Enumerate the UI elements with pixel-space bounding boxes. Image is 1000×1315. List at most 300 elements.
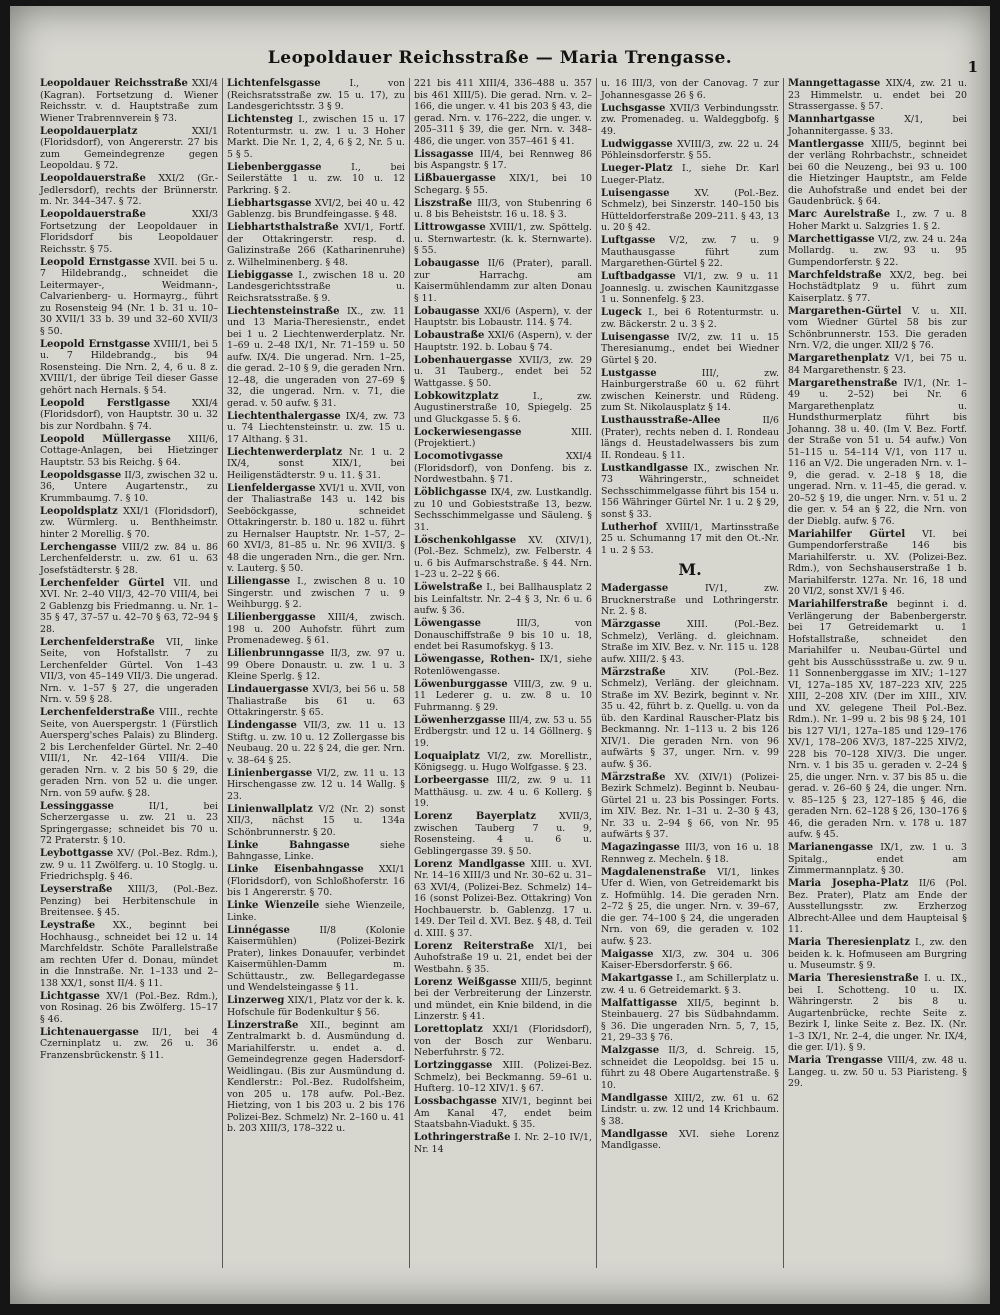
street-name: Marianengasse bbox=[788, 842, 874, 853]
street-name: Lerchengasse bbox=[40, 541, 117, 553]
entry-description: I. u. IX., bei I. Schotteng. 10 u. IX. Währingerstr. 2 bis 8 u. Augartenbrücke, rechte Seite z. Bezirk I, linke Seite z. Bez. IX. (Nr. 1–3 IX/1, Nr. 2–4, die unger. Nr. IX/4, die ger. I/1). § 9. bbox=[788, 973, 967, 1053]
column-4 bbox=[597, 78, 784, 1268]
entry-description: XI/3, zw. 304 u. 306 Kaiser-Ebersdorferstr. § 66. bbox=[601, 948, 779, 971]
directory-entry bbox=[227, 483, 405, 575]
street-name: Löwenherzgasse bbox=[414, 714, 506, 726]
directory-entry bbox=[227, 222, 405, 268]
entry-description: siehe Bahngasse, Linke. bbox=[227, 839, 405, 862]
entry-description: II/8 (Kolonie Kaisermühlen) (Polizei-Bezirk Prater), linkes Donauufer, verbindet Kaisermühlen-Damm m. Schüttaustr., zw. Bellegardegasse und Wendelsteingasse § 11. bbox=[227, 924, 406, 993]
street-name: Lutherhof bbox=[601, 521, 658, 533]
directory-entry bbox=[601, 235, 779, 270]
directory-entry bbox=[40, 920, 218, 989]
street-name: Liechtenthalergasse bbox=[227, 410, 341, 422]
directory-entry bbox=[414, 451, 592, 486]
entry-description: X/1, bei Johannitergasse. § 33. bbox=[788, 114, 967, 137]
entry-description: IV/1, zw. Brucknerstraße und Lothringerstr. Nr. 2. § 8. bbox=[601, 583, 780, 617]
street-name: Mandlgasse bbox=[601, 1128, 668, 1140]
entry-description: I., siehe Dr. Karl Lueger-Platz. bbox=[601, 163, 779, 186]
entry-description: XVII. bei 5 u. 7 Hildebrandg., schneidet die Leitermayer-, Weidmann-, Calvarienberg- u. Hormayrg., führt zu Rosensteig 94 (Nr. 1 b. 31 u. 10–30 XVII/1 33 b. 39 und 32–60 XVII/3 § 50. bbox=[40, 256, 218, 337]
entry-description: XVIII/3, zw. 22 u. 24 Pöhleinsdorferstr. § 55. bbox=[601, 138, 779, 161]
entry-description: XIII/6, Cottage-Anlagen, bei Hietzinger Hauptstr. 53 bis Reichg. § 64. bbox=[40, 433, 218, 468]
street-name: Lorenz Bayerplatz bbox=[414, 811, 536, 822]
entry-description: VII/3, zw. 11 u. 13 Stiftg. u. zw. 10 u. 12 Zollergasse bis Neubaug. 20 u. 22 § 24, die ger. Nrn. v. 38–64 § 25. bbox=[227, 720, 405, 766]
entry-description: I., bei Seilerstätte 1 u. zw. 10 u. 12 Parkring. § 2. bbox=[227, 161, 405, 196]
directory-entry bbox=[601, 368, 779, 414]
directory-entry bbox=[601, 1093, 779, 1128]
street-name: Mannhartgasse bbox=[788, 114, 875, 125]
entry-description: III/2, zw. 9 u. 11 Matthäusg. u. zw. 4 u. 6 Kollerg. § 19. bbox=[414, 775, 592, 809]
directory-entry bbox=[788, 937, 967, 972]
directory-entry bbox=[601, 973, 779, 996]
street-name: Leopold Ferstlgasse bbox=[40, 397, 171, 409]
street-name: Lobaugasse bbox=[414, 305, 480, 317]
street-name: Lobaugasse bbox=[414, 258, 480, 269]
street-name: Löschenkohlgasse bbox=[414, 534, 517, 546]
directory-entry bbox=[40, 637, 218, 706]
directory-entry bbox=[601, 1129, 779, 1152]
entry-description: XIII/4, zwisch. 198 u. 200 Auhofstr. führt zum Promenadeweg. § 61. bbox=[227, 612, 405, 646]
street-name: Löblichgasse bbox=[414, 487, 487, 498]
street-name: Marchettigasse bbox=[788, 233, 875, 245]
street-name: Leopold Müllergasse bbox=[40, 433, 171, 445]
street-name: Mandlgasse bbox=[601, 1092, 668, 1104]
directory-entry bbox=[788, 599, 967, 841]
entry-description: IX/4, zw. Lustkandlg. zu 10 und Gobieststraße 13, bezw. Sechsschimmelgasse und Säuleng. § 31. bbox=[414, 487, 592, 533]
street-name: Linienbergasse bbox=[227, 767, 313, 779]
entry-description: VI/2, zw. 11 u. 13 Hirschengasse zw. 12 u. 14 Wallg. § 23. bbox=[227, 767, 405, 802]
entry-description: XVII/3, zw. 29 u. 31 Tauberg., endet bei 52 Wattgasse. § 50. bbox=[414, 354, 592, 389]
directory-entry bbox=[414, 1024, 592, 1059]
directory-entry bbox=[40, 173, 218, 208]
entry-description: XIV. (Pol.-Bez. Schmelz), Verläng. der gleichnam. Straße im XV. Bezirk, beginnt v. Nr. 35 u. 42, führt b. z. Quellg. u. von da üb. den Kardinal Rauscher-Platz bis Beckmanng. Nr. 1–113 u. 2 bis 126 XIV/1. Die geraden Nrn. von 96 aufwärts § 37, unger. Nrn. v. 99 aufw. § 36. bbox=[601, 666, 780, 770]
street-name: Lorenz Reiterstraße bbox=[414, 940, 534, 952]
street-name: Liechtensteinstraße bbox=[227, 305, 340, 317]
entry-description: I., zw. den beiden k. k. Hofmuseen am Burgring u. Museumstr. § 9. bbox=[788, 937, 968, 971]
directory-entry bbox=[414, 1132, 592, 1155]
entry-description: XIX/1, bei 10 Schegarg. § 55. bbox=[414, 173, 593, 196]
entry-description: XIV/1, beginnt bei Am Kanal 47, endet beim Staatsbahn-Viadukt. § 35. bbox=[414, 1096, 593, 1130]
street-name: Löwengasse, Rothen- bbox=[414, 654, 535, 665]
entry-description: XI/1, bei Auhofstraße 19 u. 21, endet bei der Westbahn. § 35. bbox=[414, 940, 592, 975]
directory-entry bbox=[40, 707, 218, 799]
entry-description: VI/2, zw. 24 u. 24a Mollardg. u. zw. 93 u. 95 Gumpendorferstr. § 22. bbox=[788, 233, 967, 268]
directory-entry bbox=[788, 353, 967, 376]
entry-description: 221 bis 411 XIII/4, 336–488 u. 357 bis 461 XIII/5). Die gerad. Nrn. v. 2–166, die unger. v. 41 bis 203 § 43, die gerad. Nrn. v. 176–222, die unger. v. 205–311 § 39, die ger. Nrn. v. 348–486, die unger. von 357–461 § 41. bbox=[414, 78, 592, 147]
entry-description: XV/1 (Pol.-Bez. Rdm.), von Rosinag. 26 bis Zwölferg. 15–17 § 46. bbox=[40, 990, 219, 1025]
street-name: Liliengasse bbox=[227, 576, 291, 587]
entry-description: V/1, bei 75 u. 84 Margarethenstr. § 23. bbox=[788, 353, 967, 376]
directory-entry bbox=[788, 78, 967, 113]
street-name: Lichtenauergasse bbox=[40, 1026, 139, 1038]
directory-entry bbox=[601, 772, 779, 841]
directory-entry bbox=[40, 434, 218, 469]
street-name: Linke Bahngasse bbox=[227, 839, 350, 851]
street-name: Luftbadgasse bbox=[601, 271, 676, 282]
entry-description: XVI. siehe Lorenz Mandlgasse. bbox=[601, 1128, 779, 1151]
street-name: Lobenhauergasse bbox=[414, 354, 513, 366]
street-name: Lothringerstraße bbox=[414, 1132, 511, 1143]
entry-description: V. u. XII. vom Wiedner Gürtel 58 bis zur Schönbrunnerstr. 153. Die geraden Nrn. V/2, die unger. XII/2 § 76. bbox=[788, 305, 967, 351]
directory-entry bbox=[227, 306, 405, 410]
entry-description: IX., zwischen Nr. 73 Währingerstr., schneidet Sechsschimmelgasse führt bis 154 u. 156 Währinger Gürtel Nr. 1 u. 2 § 29, sonst § 33. bbox=[601, 462, 779, 520]
entry-description: I., zw. 7 u. 8 Hoher Markt u. Salzgries 1. § 2. bbox=[788, 209, 967, 232]
directory-entry bbox=[414, 149, 592, 172]
street-name: Margarethen-Gürtel bbox=[788, 305, 902, 317]
entry-description: XV. (XIV/1), (Pol.-Bez. Schmelz), zw. Felberstr. 4 u. 6 bis Aufmarschstraße. § 44. Nrn. 1–23 u. 2–22 § 66. bbox=[414, 534, 592, 580]
street-name: Littrowgasse bbox=[414, 222, 486, 233]
street-name: Lustgasse bbox=[601, 367, 657, 379]
directory-entry bbox=[40, 884, 218, 919]
directory-entry bbox=[601, 271, 779, 306]
entry-description: XVII/3, zwischen Tauberg 7 u. 9, Rosensteing. 4 u. 6 u. Geblingergasse 39. § 50. bbox=[414, 811, 592, 857]
directory-entry bbox=[414, 222, 592, 257]
directory-entry bbox=[601, 188, 779, 234]
entry-description: VI/1, linkes Ufer d. Wien, von Getreidemarkt bis z. Hofmühlg. 14. Die geraden Nrn. 2–72 § 25, die unger. Nrn. v. 39–67, die ger. 74–100 § 24, die ungeraden Nrn. von 69, die geraden v. 102 aufw. § 23. bbox=[601, 866, 779, 947]
street-name: Lindengasse bbox=[227, 720, 297, 731]
entry-description: XXI/1 (Floridsdorf), von Angererstr. 27 bis zum Gemeindegrenze gegen Leopoldau. § 72. bbox=[40, 125, 218, 171]
directory-entry bbox=[601, 949, 779, 972]
street-name: Leopoldauerplatz bbox=[40, 125, 138, 137]
directory-entry bbox=[40, 339, 218, 397]
directory-entry bbox=[601, 842, 779, 865]
street-name: Löwengasse bbox=[414, 618, 482, 629]
directory-entry bbox=[227, 900, 405, 923]
entry-description: u. 16 III/3, von der Canovag. 7 zur Johannesgasse 26 § 6. bbox=[601, 78, 779, 101]
street-name: Liebhartsthalstraße bbox=[227, 222, 339, 233]
directory-entry bbox=[414, 330, 592, 353]
entry-description: I., am Schillerplatz u. zw. 4 u. 6 Getreidemarkt. § 3. bbox=[601, 973, 779, 996]
street-name: Loquaiplatz bbox=[414, 750, 480, 762]
entry-description: XXI/1 (Floridsdorf), zw. Würmlerg. u. Benthheimstr. hinter 2 Morellig. § 70. bbox=[40, 505, 218, 540]
entry-description: IV/2, zw. 11 u. 15 Theresianumg., endet bei Wiedner Gürtel § 20. bbox=[601, 331, 779, 366]
directory-entry bbox=[40, 126, 218, 172]
entry-description: I., zw. Augustinerstraße 10, Spiegelg. 25 und Gluckgasse 5. § 6. bbox=[414, 390, 592, 425]
entry-description: IX/1, siehe Rotenlöwengasse. bbox=[414, 654, 592, 677]
directory-entry bbox=[414, 582, 592, 617]
directory-entry bbox=[227, 162, 405, 197]
directory-entry bbox=[601, 332, 779, 367]
street-name: Lobaustraße bbox=[414, 330, 485, 341]
directory-entry bbox=[40, 506, 218, 541]
street-name: Linienwallplatz bbox=[227, 803, 313, 815]
street-name: Maigasse bbox=[601, 948, 654, 960]
entry-description: IX., zw. 11 und 13 Maria-Theresienstr., endet bei 1 u. 2 Liechtenwerderplatz. Nr. 1–69 u. 2–48 IX/1, Nr. 71–159 u. 50 aufw. IX/4. Die ungerad. Nrn. 1–25, die gerad. 2–10 § 9, die geraden Nrn. 12–48, die ungeraden von 27–69 § 32, die ungerad. Nrn. v. 71, die gerad. v. 50 aufw. § 31. bbox=[227, 305, 405, 409]
directory-entry bbox=[414, 811, 592, 857]
entry-description: III/, zw. Hainburgerstraße 60 u. 62 führt zwischen Keinerstr. und Rüdeng. zum St. Nikolausplatz § 14. bbox=[601, 367, 780, 413]
directory-entry bbox=[414, 977, 592, 1023]
directory-entry bbox=[414, 173, 592, 196]
entry-description: XIII. (Polizei-Bez. Schmelz), bei Beckmanng. 59–61 u. Hufterg. 10–12 XIV/1. § 67. bbox=[414, 1060, 592, 1094]
entry-description: Nr. 1 u. 2 IX/4, sonst XIX/1, bei Heiligenstädterstr. 9 u. 11. § 31. bbox=[227, 446, 405, 481]
street-name: Lißbauergasse bbox=[414, 173, 496, 184]
entry-description: II/3, zwischen 32 u. 36, Untere Augartenstr., zu Krummbaumg. 7. § 10. bbox=[40, 469, 219, 504]
street-name: Liszstraße bbox=[414, 197, 473, 209]
directory-entry bbox=[414, 715, 592, 750]
street-name: Leopoldauer Reichsstraße bbox=[40, 78, 188, 89]
street-name: Magdalenenstraße bbox=[601, 866, 707, 878]
entry-description: XVI/1, Fortf. der Ottakringerstr. resp. d. Galizinstraße 266 (Katharinenruhe) z. Wilhelminenberg. § 48. bbox=[227, 222, 406, 268]
section-letter: M. bbox=[678, 560, 702, 579]
directory-entry bbox=[227, 198, 405, 221]
directory-entry bbox=[227, 78, 405, 113]
directory-entry bbox=[40, 848, 218, 883]
street-name: Marchfeldstraße bbox=[788, 269, 882, 281]
directory-entry bbox=[788, 270, 967, 305]
street-name: Leopold Ernstgasse bbox=[40, 256, 151, 268]
street-name: Liebhartsgasse bbox=[227, 197, 312, 209]
directory-entry bbox=[601, 163, 779, 186]
directory-entry bbox=[40, 257, 218, 338]
entry-description: III/3, von Stubenring 6 u. 8 bis Beheiststr. 16 u. 18. § 3. bbox=[414, 197, 593, 220]
entry-description: XVI/1 u. XVII, von der Thaliastraße 143 u. 142 bis Seeböckgasse, schneidet Ottakringerstr. b. 180 u. 182 u. führt zu Hernalser Hauptstr. Nr. 1–57, 2–60 XVI/3, 81–85 u. Nr. 96 XVII/3. § 48 die ungeraden Nrn., die ger. Nrn. v. Lauterg. § 50. bbox=[227, 482, 405, 574]
entry-description: XXI/3 Fortsetzung der Leopoldauer in Floridsdorf bis Leopoldauer Reichsstr. § 75. bbox=[40, 209, 218, 255]
directory-entry bbox=[40, 470, 218, 505]
street-name: Margarethenstraße bbox=[788, 377, 898, 389]
street-name: Leopoldsgasse bbox=[40, 469, 122, 481]
street-name: Lerchenfelderstraße bbox=[40, 636, 155, 648]
entry-description: XXI/6 (Aspern), v. der Hauptstr. bis Lobaustr. 114. § 74. bbox=[414, 305, 592, 328]
entry-description: VII, linke Seite, von Hofstallstr. 7 zu Lerchenfelder Gürtel. Von 1–43 VII/3, von 45–149 VII/3. Die ungerad. Nrn. v. 1–57 § 27, die ungeraden Nrn. v. 59 § 28. bbox=[40, 636, 218, 705]
directory-entry bbox=[414, 487, 592, 533]
street-name: Ludwiggasse bbox=[601, 138, 673, 150]
directory-entry bbox=[788, 842, 967, 877]
street-name: Makartgasse bbox=[601, 973, 673, 984]
directory-entry bbox=[414, 654, 592, 677]
street-name: Märzstraße bbox=[601, 666, 666, 678]
directory-entry bbox=[40, 398, 218, 433]
street-name: Leybottgasse bbox=[40, 848, 114, 859]
entry-description: VII. und XVI. Nr. 2–40 VII/3, 42–70 VIII/4, bei 2 Gablenzg bis Friedmanng. u. Nr. 1–35 § 47, 37–57 u. 42–70 § 63, 72–94 § 28. bbox=[40, 577, 218, 635]
street-name: Linke Eisenbahngasse bbox=[227, 864, 364, 875]
entry-description: XIII/2, zw. 61 u. 62 Lindstr. u. zw. 12 und 14 Krichbaum. § 38. bbox=[601, 1092, 780, 1127]
entry-description: I., zwischen 8 u. 10 Singerstr. und zwischen 7 u. 9 Weihburgg. § 2. bbox=[227, 576, 405, 610]
directory-entry bbox=[227, 684, 405, 719]
entry-description: XV/ (Pol.-Bez. Rdm.), zw. 9 u. 11 Zwölferg. u. 10 Stoglg. u. Friedrichsplg. § 46. bbox=[40, 848, 218, 882]
street-name: Luchsgasse bbox=[601, 102, 666, 114]
street-name: Leopoldsplatz bbox=[40, 505, 118, 517]
street-name: Malfattigasse bbox=[601, 997, 678, 1009]
entry-description: V/2, zw. 7 u. 9 Mauthausgasse führt zum Margarethen-Gürtel § 22. bbox=[601, 235, 779, 269]
street-name: Linzerstraße bbox=[227, 1019, 299, 1031]
entry-description: I., zwischen 15 u. 17 Rotenturmstr. u. zw. 1 u. 3 Hoher Markt. Die Nr. 1, 2, 4, 6 § 2, Nr. 5 u. 5 § 5. bbox=[227, 114, 405, 160]
directory-entry bbox=[601, 583, 779, 618]
street-name: Marc Aurelstraße bbox=[788, 209, 891, 220]
street-name: Lortzinggasse bbox=[414, 1060, 493, 1071]
street-name: Leyserstraße bbox=[40, 884, 113, 895]
directory-entry bbox=[40, 991, 218, 1026]
directory-entry bbox=[227, 995, 405, 1018]
directory-entry bbox=[227, 576, 405, 611]
directory-entry bbox=[414, 1060, 592, 1095]
directory-entry bbox=[227, 840, 405, 863]
directory-entry bbox=[414, 535, 592, 581]
entry-description: I., von (Reichsratsstraße zw. 15 u. 17), zu Landesgerichtsstr. 3 § 9. bbox=[227, 78, 405, 112]
directory-entry bbox=[601, 1045, 779, 1091]
entry-description: II/3, d. Schreig. 15, schneidet die Leopoldsg. bei 15 u. führt zu 48 Obere Augartenstraße. § 10. bbox=[601, 1045, 779, 1091]
entry-description: I., bei 6 Rotenturmstr. u. zw. Bäckerstr. 2 u. 3 § 2. bbox=[601, 307, 779, 330]
street-name: Maria Theresienstraße bbox=[788, 973, 919, 984]
entry-description: VIII/3, zw. 9 u. 11 Lederer g. u. zw. 8 u. 10 Fuhrmanng. § 29. bbox=[414, 678, 592, 713]
column-1 bbox=[36, 78, 223, 1268]
entry-description: XXI/4 (Floridsdorf), von Hauptstr. 30 u. 32 bis zur Nordbahn. § 74. bbox=[40, 397, 218, 432]
directory-entry bbox=[414, 198, 592, 221]
entry-description: XXI/4 (Kagran). Fortsetzung d. Wiener Reichsstr. v. d. Hauptstraße zum Wiener Trabrennverein § 73. bbox=[40, 78, 218, 124]
directory-entry bbox=[40, 801, 218, 847]
directory-entry bbox=[227, 864, 405, 899]
directory-entry bbox=[40, 209, 218, 255]
entry-description: II/1, bei 4 Czerninplatz u. zw. 26 u. 36 Franzensbrückenstr. § 11. bbox=[40, 1026, 219, 1061]
entry-description: VI/1, zw. 9 u. 11 Joanneslg. u. zwischen Kaunitzgasse 1 u. Sonnenfelg. § 23. bbox=[601, 271, 779, 305]
directory-entry bbox=[601, 619, 779, 665]
entry-description: II/3, zw. 97 u. 99 Obere Donaustr. u. zw. 1 u. 3 Kleine Sperlg. § 12. bbox=[227, 648, 405, 682]
street-name: Märzstraße bbox=[601, 771, 666, 783]
entry-description: XXI/1 (Floridsdorf), von Schloßhoferstr. 16 bis 1 Angererstr. § 70. bbox=[227, 864, 405, 898]
entry-description: XVI/3, bei 56 u. 58 Thaliastraße bis 61 u. 63 Ottakringerstr. § 65. bbox=[227, 684, 405, 718]
street-name: Madergasse bbox=[601, 583, 669, 594]
entry-description: II/6 (Prater), parall. zur Harrachg. am Kaisermühlendamm zur alten Donau § 11. bbox=[414, 258, 592, 304]
directory-entry bbox=[40, 542, 218, 577]
directory-entry bbox=[414, 775, 592, 810]
street-name: Lueger-Platz bbox=[601, 163, 673, 174]
entry-description: III/3, von 16 u. 18 Rennweg z. Mecheln. § 18. bbox=[601, 842, 779, 865]
directory-entry bbox=[40, 1027, 218, 1062]
directory-entry bbox=[227, 411, 405, 446]
column-5 bbox=[784, 78, 971, 1268]
entry-description: XII., beginnt am Zentralmarkt b. d. Ausmündung d. Mariahilferstr. u. endet a. d. Gemeindegrenze gegen Hadersdorf-Weidlingau. (Bis zur Ausmündung d. Kendlerstr.: Pol.-Bez. Rudolfsheim, von 205 u. 178 aufw. Pol.-Bez. Hietzing, von 1 bis 203 u. 2 bis 176 Polizei-Bez. Schmelz) Nr. 2–160 u. 41 b. 203 XIII/3, 178–322 u. bbox=[227, 1019, 405, 1134]
entry-description: III/4, bei Rennweg 86 bis Aspangstr. § 17. bbox=[414, 148, 592, 171]
directory-entry bbox=[788, 378, 967, 528]
directory-entry bbox=[788, 306, 967, 352]
street-name: Maria Josepha-Platz bbox=[788, 878, 909, 889]
entry-description: XX., beginnt bei Hochhausg., schneidet bei 12 u. 14 Marchfeldstr. Schöte Parallelstraße am rechten Ufer d. Donau, mündet in die Innstraße. Nr. 1–133 und 2–138 XX/1, sonst II/4. § 11. bbox=[40, 920, 218, 989]
street-name: Leopoldauerstraße bbox=[40, 209, 146, 220]
directory-entry bbox=[414, 258, 592, 304]
directory-entry bbox=[40, 78, 218, 124]
directory-entry bbox=[40, 578, 218, 636]
entry-description: siehe Wienzeile, Linke. bbox=[227, 900, 405, 923]
directory-entry bbox=[788, 234, 967, 269]
street-name: Locomotivgasse bbox=[414, 451, 504, 462]
street-name: Lindauergasse bbox=[227, 684, 309, 695]
street-name: Lilienbrunngasse bbox=[227, 648, 325, 659]
street-name: Lissagasse bbox=[414, 148, 474, 160]
directory-entry bbox=[414, 391, 592, 426]
street-name: Lichtgasse bbox=[40, 990, 100, 1002]
entry-description: XXI/2 (Gr.-Jedlersdorf), rechts der Brünnerstr. m. Nr. 344–347. § 72. bbox=[40, 173, 218, 207]
street-name: Löwenburggasse bbox=[414, 678, 508, 690]
street-name: Lorettoplatz bbox=[414, 1024, 483, 1035]
street-name: Lobkowitzplatz bbox=[414, 390, 499, 402]
directory-entry bbox=[227, 720, 405, 766]
directory-entry bbox=[414, 751, 592, 774]
entry-description: XVIII/1, Martinsstraße 25 u. Schumanng 17 mit den Ot.-Nr. 1 u. 2 § 53. bbox=[601, 521, 779, 556]
entry-description: XVIII/1, zw. Spöttelg. u. Sternwartestr. (k. k. Sternwarte). § 55. bbox=[414, 222, 592, 256]
entry-description: III/4, zw. 53 u. 55 Erdbergstr. und 12 u. 14 Göllnerg. § 19. bbox=[414, 714, 592, 749]
street-name: Lichtensteg bbox=[227, 114, 294, 125]
street-name: Mariahilferstraße bbox=[788, 599, 888, 610]
page-number: 1 bbox=[967, 58, 978, 76]
entry-description: VI. bei Gumpendorferstraße 146 bis Mariahilferstr. u. XV. (Polizei-Bez. Rdm.), von Sechshauserstraße 1 b. Mariahilferstr. 127a. Nr. 16, 18 und 20 VI/2, sonst XV/1 § 46. bbox=[788, 528, 968, 597]
street-name: Löwelstraße bbox=[414, 582, 483, 593]
entry-description: beginnt i. d. Verlängerung der Babenbergerstr. bei 17 Getreidemarkt u. 1 Hofstallstraße, schneidet den Mariahilfer u. Neubau-Gürtel und geht bis Ausschüssstraße u. zw. 9 u. 11 Sonnenberggasse im XIV.; 1–127 VI, 127a–185 XV, 187–223 XIV, 225 XIII, 2–208 XIV. (Der im XIII., XIV. und XV. gelegene Theil Pol.-Bez. Rdm.). Nr. 1–99 u. 2 bis 98 § 24, 101 bis 127 VI/1, 127a–185 und 129–176 XV/1, 178–206 XV/3, 187–225 XIV/2, 228 bis 70–128 XIV/3. Die unger. Nrn. v. 1 bis 35 u. geraden v. 2–24 § 25, die unger. Nrn. v. 37 bis 85 u. die gerad. v. 26–60 § 24, die unger. Nrn. v. 85–125 § 23, 127–185 § 46, die geraden Nrn. 62–128 § 26, 130–176 § 46, die geraden Nrn. v. 178 u. 187 aufw. § 45. bbox=[788, 599, 967, 840]
entry-description: I., zwischen 18 u. 20 Landesgerichtsstraße u. Reichsratsstraße. § 9. bbox=[227, 269, 406, 304]
entry-description: II/6 (Pol. Bez. Prater), Platz am Ende der Ausstellungsstr. zw. Erzherzog Albrecht-Allee und dem Haupteisal § 11. bbox=[788, 878, 968, 935]
directory-entry bbox=[414, 355, 592, 390]
street-name: Lusthausstraße-Allee bbox=[601, 415, 721, 426]
entry-description: I., bei Ballhausplatz 2 bis Leinfaltstr. Nr. 2–4 § 3, Nr. 6 u. 6 aufw. § 36. bbox=[414, 582, 592, 616]
street-name: Liechtenwerderplatz bbox=[227, 446, 343, 458]
street-name: Lessinggasse bbox=[40, 800, 114, 812]
street-name: Lossbachgasse bbox=[414, 1096, 497, 1107]
directory-page bbox=[10, 6, 990, 1304]
street-name: Lorenz Weißgasse bbox=[414, 976, 517, 988]
entry-description: IV/1, (Nr. 1–49 u. 2–52) bei Nr. 6 Margarethenplatz u. Hundsthurmerplatz führt bis Johanng. 38 u. 40. (Im V. Bez. Fortf. der Straße von 51 u. 54 aufw.) Von 51–115 u. 54–114 V/1, von 117 u. 116 an V/2. Die ungeraden Nrn. v. 1–9, die gerad. v. 2–18 § 18, die ungerad. Nrn. v. 11–45, die gerad. v. 20–52 § 19, die unger. Nrn. v. 51 u. 2 die ger. v. 54 an § 22, die Nrn. von der Dieblg. aufw. § 76. bbox=[788, 377, 968, 527]
entry-description: XXI/6 (Aspern), v. der Hauptstr. 192. b. Lobau § 74. bbox=[414, 330, 592, 353]
entry-description: XIII/5, beginnt bei der verläng Rohrbachstr., schneidet bei 60 die Neuzeng., bei 93 u. 100 die Hietzinger Hauptstr., am Felde die Auhofstraße und endet bei der Gaudenbrück. § 64. bbox=[788, 138, 967, 207]
directory-entry bbox=[227, 925, 405, 994]
entry-description: VIII/4, zw. 48 u. Langeg. u. zw. 50 u. 53 Piaristeng. § 29. bbox=[788, 1055, 967, 1089]
column-3 bbox=[410, 78, 597, 1268]
directory-entry bbox=[601, 307, 779, 330]
directory-entry bbox=[788, 139, 967, 208]
street-name: Luftgasse bbox=[601, 235, 656, 246]
entry-description: VI/2, zw. Morellistr., Königsegg. u. Hugo Wolfgasse. § 23. bbox=[414, 750, 593, 773]
street-name: Leopoldauerstraße bbox=[40, 173, 146, 184]
street-name: Linnégasse bbox=[227, 924, 290, 936]
entry-description: XIII. (Projektiert.) bbox=[414, 426, 592, 449]
street-name: Lilienberggasse bbox=[227, 612, 316, 623]
directory-entry bbox=[414, 941, 592, 976]
street-name: Magazingasse bbox=[601, 842, 680, 853]
entry-description: VIII., rechte Seite, von Auerspergstr. 1 (Fürstlich Auersperg'sches Palais) zu Blinderg. 2 bis Lerchenfelder Gürtel. Nr. 2–40 VIII/1, Nr. 42–164 VIII/4. Die geraden Nrn. v. 2 bis 50 § 29, die geraden Nrn. von 52 u. die unger. Nrn. von 59 aufw. § 28. bbox=[40, 707, 218, 799]
street-name: Linzerweg bbox=[227, 995, 285, 1006]
entry-description: XVII/3 Verbindungsstr. zw. Promenadeg. u. Waldeggbofg. § 49. bbox=[601, 102, 780, 137]
entry-description: XIII. (Pol.-Bez. Schmelz), Verläng. d. gleichnam. Straße im XIV. Bez. v. Nr. 115 u. 128 aufw. XIII/2. § 43. bbox=[601, 619, 779, 665]
directory-entry bbox=[227, 612, 405, 647]
street-name: Manngettagasse bbox=[788, 78, 881, 89]
street-name: Luisengasse bbox=[601, 331, 670, 343]
directory-entry bbox=[227, 768, 405, 803]
street-name: Mantlergasse bbox=[788, 138, 864, 150]
entry-description: XVI/2, bei 40 u. 42 Gablenzg. bis Brundfeingasse. § 48. bbox=[227, 197, 405, 220]
street-name: Margarethenplatz bbox=[788, 353, 890, 364]
directory-entry bbox=[227, 447, 405, 482]
column-2 bbox=[223, 78, 410, 1268]
entry-description: VIII/2 zw. 84 u. 86 Lerchenfelderstr. u. zw. 61 u. 63 Josefstädterstr. § 28. bbox=[40, 541, 218, 576]
directory-entry bbox=[227, 804, 405, 839]
street-name: Lorenz Mandlgasse bbox=[414, 858, 526, 870]
directory-entry bbox=[788, 209, 967, 232]
directory-entry bbox=[227, 270, 405, 305]
street-name: Leopold Ernstgasse bbox=[40, 338, 151, 350]
street-name: Leystraße bbox=[40, 920, 96, 931]
columns-container bbox=[36, 78, 971, 1268]
directory-entry bbox=[601, 867, 779, 948]
directory-entry bbox=[414, 78, 592, 147]
entry-description: XIX/1, Platz vor der k. k. Hofschule für Bodenkultur § 56. bbox=[227, 995, 405, 1018]
directory-entry bbox=[601, 667, 779, 771]
entry-description: XV. (XIV/1) (Polizei-Bezirk Schmelz). Beginnt b. Neubau-Gürtel 21 u. 23 bis Possinger. Forts. im XIV. Bez. Nr. 1–31 u. 2–30 § 43, Nr. 33 u. 2–94 § 66, von Nr. 95 aufwärts § 37. bbox=[601, 771, 780, 840]
directory-entry bbox=[414, 427, 592, 450]
directory-entry bbox=[414, 1096, 592, 1131]
entry-description: V/2 (Nr. 2) sonst XII/3, nächst 15 u. 134a Schönbrunnerstr. § 20. bbox=[227, 803, 405, 838]
entry-description: XII/5, beginnt b. Steinbauerg. 27 bis Südbahndamm. § 36. Die ungeraden Nrn. 5, 7, 15, 21, 29–33 § 76. bbox=[601, 997, 779, 1043]
directory-entry bbox=[601, 522, 779, 557]
street-name: Liebiggasse bbox=[227, 269, 294, 281]
directory-entry bbox=[227, 648, 405, 683]
entry-description: I. Nr. 2–10 IV/1, Nr. 14 bbox=[414, 1132, 592, 1155]
directory-entry bbox=[601, 139, 779, 162]
